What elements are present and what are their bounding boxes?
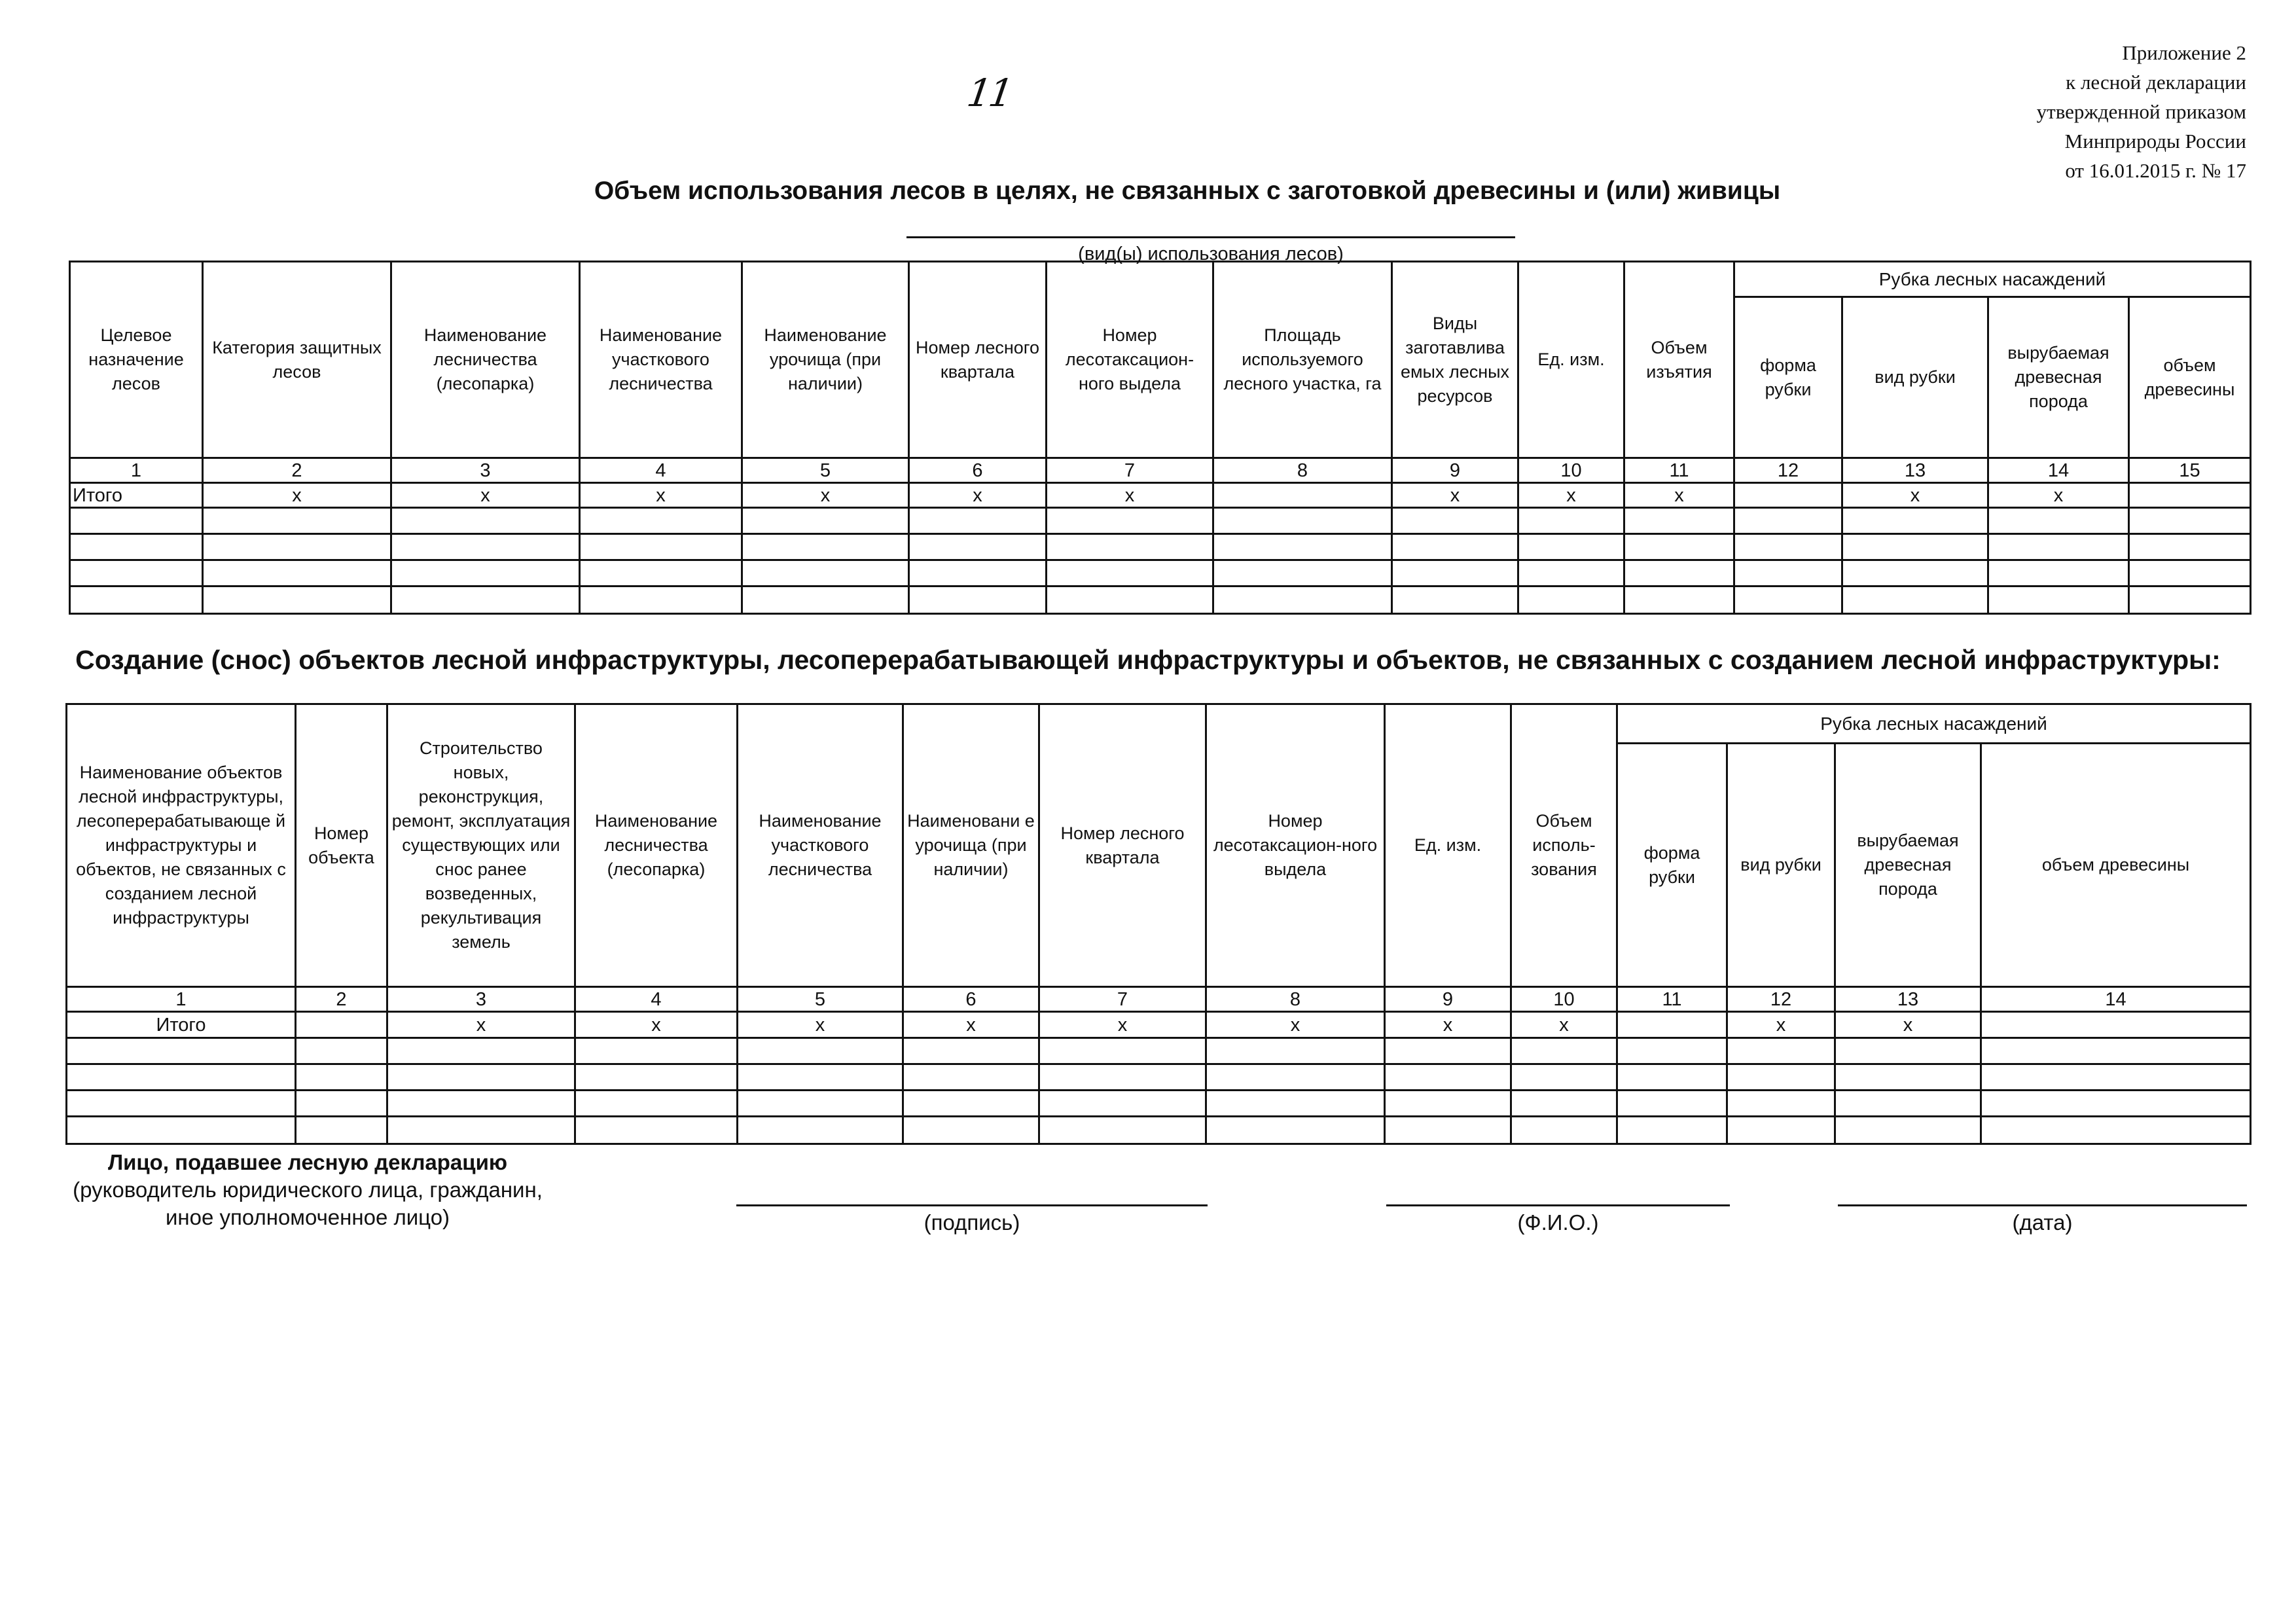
empty-cell[interactable] [903, 1091, 1039, 1117]
column-number: 9 [1392, 458, 1518, 483]
header-cell: Ед. изм. [1385, 704, 1511, 987]
empty-cell[interactable] [909, 508, 1047, 534]
empty-cell[interactable] [296, 1064, 387, 1091]
empty-cell[interactable] [391, 560, 580, 586]
empty-cell[interactable] [2129, 586, 2251, 614]
total-cell[interactable] [1617, 1012, 1727, 1038]
total-cell[interactable]: х [1988, 483, 2129, 508]
handwritten-page-number: 11 [964, 71, 1014, 115]
column-number: 2 [296, 987, 387, 1012]
empty-cell[interactable] [1213, 560, 1392, 586]
total-cell[interactable]: х [1835, 1012, 1981, 1038]
total-cell[interactable]: Итого [70, 483, 203, 508]
group-header-cell: Рубка лесных насаждений [1617, 704, 2251, 744]
empty-cell[interactable] [1842, 534, 1988, 560]
empty-cell[interactable] [1988, 508, 2129, 534]
empty-cell[interactable] [1206, 1117, 1385, 1144]
empty-cell[interactable] [70, 560, 203, 586]
empty-cell[interactable] [1617, 1064, 1727, 1091]
total-cell[interactable]: х [738, 1012, 903, 1038]
full-name-field[interactable]: (Ф.И.О.) [1386, 1204, 1730, 1235]
group-header-cell: Рубка лесных насаждений [1734, 262, 2251, 297]
header-cell: Строительство новых, реконструкция, ремонт, эксплуатация существующих или снос ранее возведенных, рекультивация земель [387, 704, 575, 987]
empty-cell[interactable] [1734, 586, 1842, 614]
total-cell[interactable]: х [742, 483, 909, 508]
total-cell[interactable]: х [575, 1012, 738, 1038]
header-cell: Номер лесного квартала [1039, 704, 1206, 987]
appendix-line: утвержденной приказом [2036, 100, 2246, 123]
sub-header-cell: объем древесины [1981, 744, 2251, 987]
empty-cell[interactable] [391, 508, 580, 534]
empty-cell[interactable] [1047, 560, 1213, 586]
appendix-header [1749, 38, 2246, 185]
empty-cell[interactable] [296, 1091, 387, 1117]
total-cell[interactable]: х [1727, 1012, 1835, 1038]
empty-cell[interactable] [1842, 560, 1988, 586]
appendix-line: к лесной декларации [2066, 71, 2246, 94]
header-cell: Наименование урочища (при наличии) [742, 262, 909, 458]
empty-cell[interactable] [742, 534, 909, 560]
column-number: 1 [67, 987, 296, 1012]
empty-cell[interactable] [575, 1117, 738, 1144]
empty-cell[interactable] [1624, 586, 1734, 614]
section2-title: Создание (снос) объектов лесной инфраструктуры, лесоперерабатывающей инфраструктуры и объектов, не связанных с созданием лесной инфраструктуры: [75, 645, 2221, 675]
total-cell[interactable]: х [903, 1012, 1039, 1038]
empty-cell[interactable] [1385, 1091, 1511, 1117]
empty-cell[interactable] [575, 1038, 738, 1064]
empty-cell[interactable] [1617, 1117, 1727, 1144]
empty-cell[interactable] [67, 1038, 296, 1064]
empty-row [70, 508, 2251, 534]
column-number: 3 [387, 987, 575, 1012]
empty-cell[interactable] [580, 534, 742, 560]
empty-cell[interactable] [903, 1064, 1039, 1091]
empty-cell[interactable] [387, 1064, 575, 1091]
header-cell: Номер объекта [296, 704, 387, 987]
column-number: 10 [1511, 987, 1617, 1012]
empty-cell[interactable] [738, 1038, 903, 1064]
empty-row [70, 586, 2251, 614]
total-cell[interactable]: х [203, 483, 391, 508]
empty-cell[interactable] [1835, 1117, 1981, 1144]
column-number: 6 [903, 987, 1039, 1012]
empty-cell[interactable] [2129, 534, 2251, 560]
column-number: 5 [738, 987, 903, 1012]
empty-cell[interactable] [1039, 1064, 1206, 1091]
empty-cell[interactable] [1511, 1091, 1617, 1117]
column-number: 3 [391, 458, 580, 483]
column-number: 1 [70, 458, 203, 483]
empty-cell[interactable] [1213, 586, 1392, 614]
total-cell[interactable] [296, 1012, 387, 1038]
date-field[interactable]: (дата) [1838, 1204, 2247, 1235]
empty-cell[interactable] [909, 560, 1047, 586]
column-number: 11 [1617, 987, 1727, 1012]
empty-cell[interactable] [70, 586, 203, 614]
sub-header-cell: объем древесины [2129, 297, 2251, 458]
empty-cell[interactable] [1392, 586, 1518, 614]
total-cell[interactable]: х [580, 483, 742, 508]
column-number-row [70, 458, 2251, 483]
column-number: 12 [1727, 987, 1835, 1012]
column-number: 12 [1734, 458, 1842, 483]
empty-cell[interactable] [203, 586, 391, 614]
empty-cell[interactable] [1039, 1038, 1206, 1064]
empty-cell[interactable] [1206, 1091, 1385, 1117]
column-number: 2 [203, 458, 391, 483]
column-number: 8 [1213, 458, 1392, 483]
empty-row [70, 560, 2251, 586]
empty-cell[interactable] [1835, 1091, 1981, 1117]
empty-cell[interactable] [70, 534, 203, 560]
empty-cell[interactable] [1392, 508, 1518, 534]
empty-cell[interactable] [387, 1091, 575, 1117]
section1-title: Объем использования лесов в целях, не связанных с заготовкой древесины и (или) живицы [594, 177, 1781, 205]
empty-cell[interactable] [203, 508, 391, 534]
header-cell: Номер лесного квартала [909, 262, 1047, 458]
use-type-caption: (вид(ы) использования лесов) [906, 236, 1515, 265]
header-cell: Наименование участкового лесничества [738, 704, 903, 987]
declarant-label [52, 1149, 563, 1231]
total-cell[interactable]: х [1047, 483, 1213, 508]
column-number: 4 [575, 987, 738, 1012]
empty-cell[interactable] [1518, 508, 1624, 534]
column-number: 13 [1835, 987, 1981, 1012]
empty-cell[interactable] [1518, 586, 1624, 614]
empty-cell[interactable] [2129, 560, 2251, 586]
empty-cell[interactable] [1518, 560, 1624, 586]
empty-cell[interactable] [67, 1091, 296, 1117]
total-cell[interactable]: х [391, 483, 580, 508]
empty-cell[interactable] [391, 586, 580, 614]
empty-cell[interactable] [1734, 560, 1842, 586]
header-cell: Номер лесотаксацион-ного выдела [1206, 704, 1385, 987]
empty-row [67, 1091, 2251, 1117]
total-row [67, 1012, 2251, 1038]
total-cell[interactable]: х [1624, 483, 1734, 508]
column-number: 14 [1981, 987, 2251, 1012]
empty-cell[interactable] [909, 586, 1047, 614]
column-number-row [67, 987, 2251, 1012]
total-cell[interactable] [2129, 483, 2251, 508]
header-cell: Номер лесотаксацион-ного выдела [1047, 262, 1213, 458]
empty-cell[interactable] [1617, 1038, 1727, 1064]
empty-cell[interactable] [909, 534, 1047, 560]
empty-cell[interactable] [1835, 1038, 1981, 1064]
sub-header-cell: форма рубки [1617, 744, 1727, 987]
empty-cell[interactable] [1385, 1038, 1511, 1064]
infrastructure-table [65, 703, 2251, 1145]
empty-cell[interactable] [1213, 534, 1392, 560]
total-cell[interactable]: х [1039, 1012, 1206, 1038]
empty-cell[interactable] [1624, 534, 1734, 560]
empty-cell[interactable] [1039, 1117, 1206, 1144]
empty-cell[interactable] [1385, 1117, 1511, 1144]
empty-row [67, 1038, 2251, 1064]
empty-cell[interactable] [1734, 534, 1842, 560]
appendix-line: Минприроды России [2064, 130, 2246, 153]
empty-cell[interactable] [1624, 508, 1734, 534]
column-number: 7 [1039, 987, 1206, 1012]
appendix-line: от 16.01.2015 г. № 17 [2065, 159, 2246, 182]
empty-cell[interactable] [1981, 1038, 2251, 1064]
empty-cell[interactable] [1981, 1091, 2251, 1117]
column-number: 4 [580, 458, 742, 483]
header-cell: Объем изъятия [1624, 262, 1734, 458]
empty-cell[interactable] [580, 560, 742, 586]
sub-header-cell: вид рубки [1842, 297, 1988, 458]
appendix-line: Приложение 2 [2122, 41, 2246, 64]
empty-cell[interactable] [2129, 508, 2251, 534]
empty-cell[interactable] [742, 560, 909, 586]
empty-cell[interactable] [738, 1091, 903, 1117]
empty-cell[interactable] [575, 1064, 738, 1091]
column-number: 7 [1047, 458, 1213, 483]
column-number: 11 [1624, 458, 1734, 483]
total-cell[interactable]: Итого [67, 1012, 296, 1038]
empty-row [67, 1064, 2251, 1091]
column-number: 5 [742, 458, 909, 483]
declarant-label-title: Лицо, подавшее лесную декларацию [107, 1150, 508, 1174]
column-number: 14 [1988, 458, 2129, 483]
total-cell[interactable]: х [1392, 483, 1518, 508]
empty-cell[interactable] [203, 560, 391, 586]
empty-cell[interactable] [1511, 1117, 1617, 1144]
empty-cell[interactable] [742, 586, 909, 614]
header-cell: Объем исполь-зования [1511, 704, 1617, 987]
total-cell[interactable]: х [1842, 483, 1988, 508]
empty-cell[interactable] [67, 1064, 296, 1091]
header-cell: Наименовани е урочища (при наличии) [903, 704, 1039, 987]
header-cell: Виды заготавлива емых лесных ресурсов [1392, 262, 1518, 458]
empty-cell[interactable] [1734, 508, 1842, 534]
empty-cell[interactable] [1213, 508, 1392, 534]
empty-cell[interactable] [387, 1117, 575, 1144]
empty-cell[interactable] [1727, 1091, 1835, 1117]
empty-cell[interactable] [738, 1117, 903, 1144]
declarant-label-line: (руководитель юридического лица, гражданин, [73, 1178, 543, 1202]
empty-cell[interactable] [1842, 586, 1988, 614]
empty-cell[interactable] [1047, 508, 1213, 534]
total-row [70, 483, 2251, 508]
empty-cell[interactable] [391, 534, 580, 560]
empty-cell[interactable] [1727, 1038, 1835, 1064]
empty-cell[interactable] [1981, 1064, 2251, 1091]
column-number: 13 [1842, 458, 1988, 483]
empty-cell[interactable] [1988, 534, 2129, 560]
sub-header-cell: вид рубки [1727, 744, 1835, 987]
empty-cell[interactable] [742, 508, 909, 534]
header-cell: Наименование объектов лесной инфраструктуры, лесоперерабатывающе й инфраструктуры и объектов, не связанных с созданием лесной инфраструктуры [67, 704, 296, 987]
empty-cell[interactable] [203, 534, 391, 560]
forest-use-table [69, 261, 2251, 615]
total-cell[interactable]: х [387, 1012, 575, 1038]
empty-cell[interactable] [1047, 586, 1213, 614]
column-number: 15 [2129, 458, 2251, 483]
empty-cell[interactable] [1511, 1064, 1617, 1091]
empty-row [67, 1117, 2251, 1144]
empty-cell[interactable] [1206, 1064, 1385, 1091]
header-cell: Площадь используемого лесного участка, га [1213, 262, 1392, 458]
empty-cell[interactable] [296, 1117, 387, 1144]
column-number: 9 [1385, 987, 1511, 1012]
total-cell[interactable] [1734, 483, 1842, 508]
header-cell: Наименование лесничества (лесопарка) [575, 704, 738, 987]
header-cell: Ед. изм. [1518, 262, 1624, 458]
empty-cell[interactable] [296, 1038, 387, 1064]
sub-header-cell: форма рубки [1734, 297, 1842, 458]
empty-cell[interactable] [1518, 534, 1624, 560]
total-cell[interactable]: х [1511, 1012, 1617, 1038]
empty-cell[interactable] [580, 586, 742, 614]
empty-row [70, 534, 2251, 560]
empty-cell[interactable] [903, 1117, 1039, 1144]
empty-cell[interactable] [1727, 1117, 1835, 1144]
empty-cell[interactable] [1047, 534, 1213, 560]
empty-cell[interactable] [1835, 1064, 1981, 1091]
empty-cell[interactable] [1988, 586, 2129, 614]
header-cell: Наименование участкового лесничества [580, 262, 742, 458]
total-cell[interactable]: х [1206, 1012, 1385, 1038]
header-cell: Категория защитных лесов [203, 262, 391, 458]
empty-cell[interactable] [1039, 1091, 1206, 1117]
signature-field[interactable]: (подпись) [736, 1204, 1208, 1235]
empty-cell[interactable] [738, 1064, 903, 1091]
total-cell[interactable]: х [1385, 1012, 1511, 1038]
empty-cell[interactable] [1392, 534, 1518, 560]
sub-header-cell: вырубаемая древесная порода [1988, 297, 2129, 458]
empty-cell[interactable] [1511, 1038, 1617, 1064]
empty-cell[interactable] [67, 1117, 296, 1144]
empty-cell[interactable] [903, 1038, 1039, 1064]
empty-cell[interactable] [1727, 1064, 1835, 1091]
total-cell[interactable]: х [909, 483, 1047, 508]
empty-cell[interactable] [1981, 1117, 2251, 1144]
sub-header-cell: вырубаемая древесная порода [1835, 744, 1981, 987]
empty-cell[interactable] [1624, 560, 1734, 586]
empty-cell[interactable] [1206, 1038, 1385, 1064]
total-cell[interactable] [1981, 1012, 2251, 1038]
column-number: 6 [909, 458, 1047, 483]
empty-cell[interactable] [1617, 1091, 1727, 1117]
total-cell[interactable] [1213, 483, 1392, 508]
empty-cell[interactable] [1392, 560, 1518, 586]
empty-cell[interactable] [1988, 560, 2129, 586]
column-number: 10 [1518, 458, 1624, 483]
empty-cell[interactable] [575, 1091, 738, 1117]
declarant-label-line: иное уполномоченное лицо) [165, 1205, 450, 1229]
header-cell: Наименование лесничества (лесопарка) [391, 262, 580, 458]
column-number: 8 [1206, 987, 1385, 1012]
empty-cell[interactable] [387, 1038, 575, 1064]
empty-cell[interactable] [1842, 508, 1988, 534]
empty-cell[interactable] [580, 508, 742, 534]
empty-cell[interactable] [1385, 1064, 1511, 1091]
empty-cell[interactable] [70, 508, 203, 534]
total-cell[interactable]: х [1518, 483, 1624, 508]
header-cell: Целевое назначение лесов [70, 262, 203, 458]
